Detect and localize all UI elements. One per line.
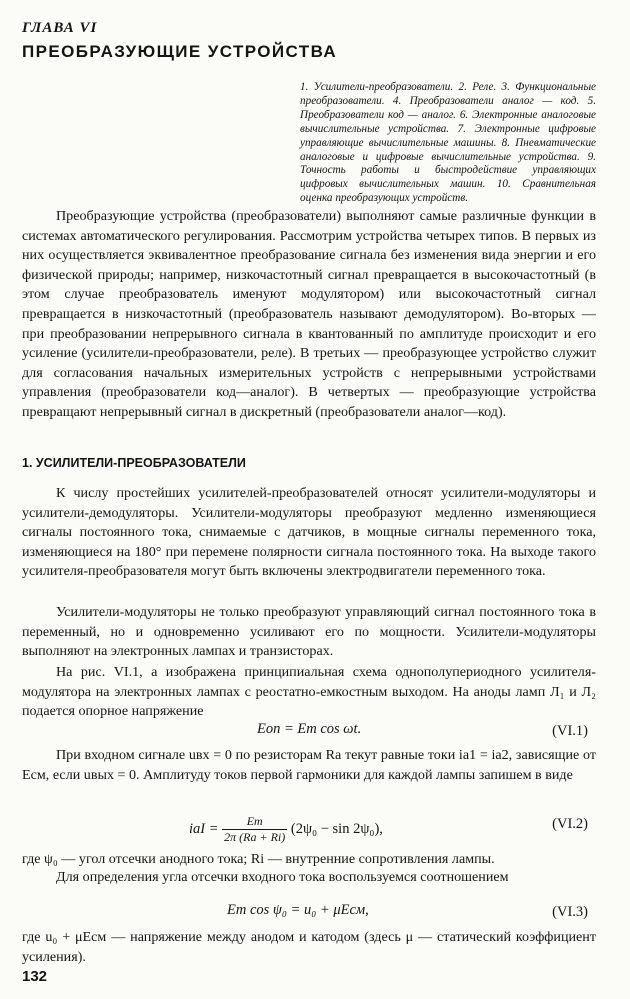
equation-vi-3-number: (VI.3): [552, 904, 588, 920]
equation-vi-1-expression: Eоп = Em cos ωt.: [257, 721, 362, 737]
equation-vi-2-denominator: 2π (Ra + Ri): [224, 830, 286, 844]
section-paragraph-1: К числу простейших усилителей-преобразователей относят усилители-модуляторы и усилители-демодуляторы. Усилители-модуляторы преобразуют медленно изменяющиеся сигналы постоянного тока, снимаемые с датчиков, в мощные сигналы переменного тока, изменяющиеся на 180° при перемене полярности сигнала постоянного тока. На выходе такого усилителя-преобразователя могут быть включены электродвигатели переменного тока.: [22, 485, 596, 580]
chapter-synopsis: 1. Усилители-преобразователи. 2. Реле. 3. Функциональные преобразователи. 4. Преобразователи аналог — код. 5. Преобразователи код — аналог. 6. Электронные аналоговые вычислительные устройства. 7. Электронные цифровые управляющие вычислительные машины. 8. Пневматические аналоговые и цифровые вычислительные устройства. 9. Точность работы и быстродействие управляющих цифровых вычислительных машин. 10. Сравнительная оценка преобразующих устройств.: [300, 81, 596, 205]
equation-vi-1-number: (VI.1): [552, 723, 588, 739]
section-paragraph-6: Для определения угла отсечки входного тока воспользуемся соотношением: [56, 869, 509, 885]
equation-vi-2-fraction: [222, 814, 287, 845]
intro-paragraph: Преобразующие устройства (преобразователи) выполняют самые различные функции в системах автоматического регулирования. Рассмотрим устройства четырех типов. В первых из них осуществляется эквивалентное преобразование сигнала без изменения вида энергии и его физической природы; например, низкочастотный сигнал превращается в высокочастотный (в этом случае преобразователь именуют модулятором) или высокочастотный сигнал превращается в низкочастотный (преобразователь называют демодулятором). Во-вторых — при преобразовании непрерывного сигнала в квантованный по амплитуде происходит и его усиление (усилители-преобразователи, реле). В третьих — преобразующее устройство служит для согласования начальных измерительных устройств с непрерывными устройствами управления (преобразователи код—аналог). В четвертых — преобразующие устройства превращают непрерывный сигнал в дискретный (преобразователи аналог—код).: [22, 208, 596, 420]
section-paragraph-2: Усилители-модуляторы не только преобразуют управляющий сигнал постоянного тока в переменный, но и одновременно усиливают его по мощности. Усилители-модуляторы выполняют на электронных лампах и транзисторах.: [22, 604, 596, 660]
section-paragraph-5: где ψ₀ — угол отсечки анодного тока; Ri — внутренние сопротивления лампы.: [22, 851, 495, 867]
chapter-label: ГЛАВА VI: [22, 20, 98, 36]
equation-vi-2-numerator: Em: [222, 814, 287, 830]
equation-vi-2-rhs: (2ψ₀ − sin 2ψ₀),: [290, 820, 383, 837]
section-paragraph-3: На рис. VI.1, а изображена принципиальная схема однополупериодного усилителя-модулятора на электронных лампах с реостатно-емкостным выходом. На аноды ламп Л₁ и Л₂ подается опорное напряжение: [22, 664, 596, 720]
equation-vi-3-expression: Em cos ψ₀ = u₀ + μEсм,: [227, 902, 369, 918]
section-heading: 1. УСИЛИТЕЛИ-ПРЕОБРАЗОВАТЕЛИ: [22, 456, 246, 470]
equation-vi-3: [22, 902, 596, 926]
section-paragraph-4: При входном сигнале uвх = 0 по резисторам Ra текут равные токи iа1 = iа2, зависящие от Eсм, если uвых = 0. Амплитуду токов первой гармоники для каждой лампы запишем в виде: [22, 747, 596, 783]
equation-vi-2-lhs: iаI =: [189, 820, 219, 837]
chapter-title: ПРЕОБРАЗУЮЩИЕ УСТРОЙСТВА: [22, 42, 338, 61]
section-paragraph-7: где u₀ + μEсм — напряжение между анодом и катодом (здесь μ — статический коэффициент усиления).: [22, 929, 596, 965]
equation-vi-1: [22, 721, 596, 745]
equation-vi-2-number: (VI.2): [552, 816, 588, 832]
equation-vi-2: [22, 806, 596, 842]
page-number: 132: [22, 968, 48, 985]
